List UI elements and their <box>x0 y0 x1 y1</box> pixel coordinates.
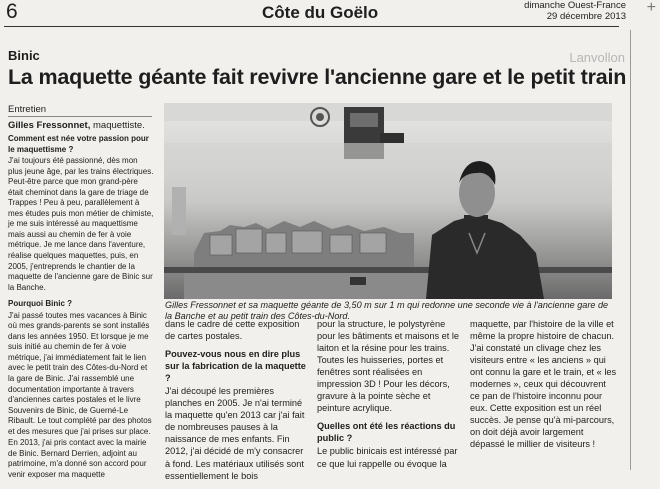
body-paragraph: maquette, par l'histoire de la ville et même la propre histoire de chacun. J'ai constaté un clivage chez les visiteurs entre « les anciens » qui ont connu la gare et le train, et « les modernes », ceux qui découvrent ce pan de l'histoire inconnu pour eux. Cette exposition est un réel succès. Je pense qu'à mi-parcours, on doit déjà avoir largement dépassé le millier de visiteurs ! <box>470 319 617 450</box>
body-paragraph: Le public binicais est intéressé par ce que lui rappelle ou évoque la <box>317 446 458 469</box>
interview-question: Pouvez-vous nous en dire plus sur la fabrication de la maquette ? <box>165 349 306 384</box>
page-number: 6 <box>6 0 18 23</box>
body-paragraph: pour la structure, le polystyrène pour les bâtiments et maisons et le laiton et la résine pour les trains. Toutes les huisseries, portes et fenêtres sont réalisées en impression 3D ! Pour les décors, gravure à la pointe sèche et peinture acrylique. <box>317 319 459 414</box>
margin-rule <box>630 30 631 470</box>
body-paragraph: J'ai découpé les premières planches en 2005. Je n'ai terminé la maquette qu'en 2013 car j'ai fait de nombreuses pauses à la naissance de mes enfants. Fin 2012, j'ai décidé de m'y consacrer à fond. Les matériaux utilisés sont essentiellement le bois <box>165 386 305 481</box>
newspaper-name: dimanche Ouest-France <box>524 0 626 11</box>
body-paragraph: En 2013, j'ai pris contact avec la mairie de Binic. Bernard Derrien, adjoint au patrimoine, m'a donné son accord pour venir exposer ma maquette <box>8 438 147 479</box>
interview-question: Pourquoi Binic ? <box>8 299 72 309</box>
body-paragraph: J'ai toujours été passionné, dès mon plus jeune âge, par les trains électriques. Peut-être parce que mon grand-père était cheminot dans la gare de triage de Trappes ! Peu à peu, parallèlement à mes études puis mon métier de chimiste, je me suis intéressé au maquettisme mais aussi au chemin de fer à voie métrique. Je me lance dans l'aventure, réalise quelques maquettes, puis, en 2005, j'entreprends le chantier de la maquette de l'ancienne gare de Binic sur la Banche. <box>8 156 154 292</box>
crop-mark-icon: + <box>646 0 656 16</box>
column-3 <box>317 318 465 471</box>
article-headline: La maquette géante fait revivre l'ancienne gare et le petit train <box>8 65 627 89</box>
label-divider <box>8 116 152 117</box>
column-4 <box>470 318 618 452</box>
column-2 <box>165 318 309 483</box>
interview-question: Quelles ont été les réactions du public ? <box>317 421 456 444</box>
body-paragraph: J'ai passé toutes mes vacances à Binic où mes grands-parents se sont installés dans les années 1950. Et lorsque je me suis initié au chemin de fer à voie métrique, j'ai immédiatement fait le lien avec le petit train des Côtes-du-Nord et la gare de Binic. J'ai rassemblé une documentation importante à travers d'anciennes cartes postales et le livre Souvenirs de Binic, de Guerné-Le Ribault. Le tout complété par des photos et des mesures que j'ai prises sur place. <box>8 310 152 436</box>
section-title: Côte du Goëlo <box>262 3 379 22</box>
interview-question: Comment est née votre passion pour le maquettisme ? <box>8 134 149 154</box>
interviewee-credit <box>8 120 145 131</box>
article-city: Binic <box>8 48 40 63</box>
article-type-label: Entretien <box>8 104 47 115</box>
interviewee-role: maquettiste. <box>93 120 145 131</box>
issue-date: 29 décembre 2013 <box>546 11 626 22</box>
masthead-date <box>524 0 626 22</box>
header-divider <box>4 26 619 27</box>
bleed-through-text: Lanvollon <box>569 50 625 65</box>
photo-illustration <box>164 103 612 299</box>
column-1 <box>8 134 154 482</box>
article-photo <box>164 103 612 299</box>
interviewee-name: Gilles Fressonnet, <box>8 120 91 131</box>
photo-caption: Gilles Fressonnet et sa maquette géante de 3,50 m sur 1 m qui redonne une seconde vie à l'ancienne gare de la Banche et au petit train des Côtes-du-Nord. <box>165 300 609 321</box>
body-paragraph: dans le cadre de cette exposition de cartes postales. <box>165 319 300 342</box>
